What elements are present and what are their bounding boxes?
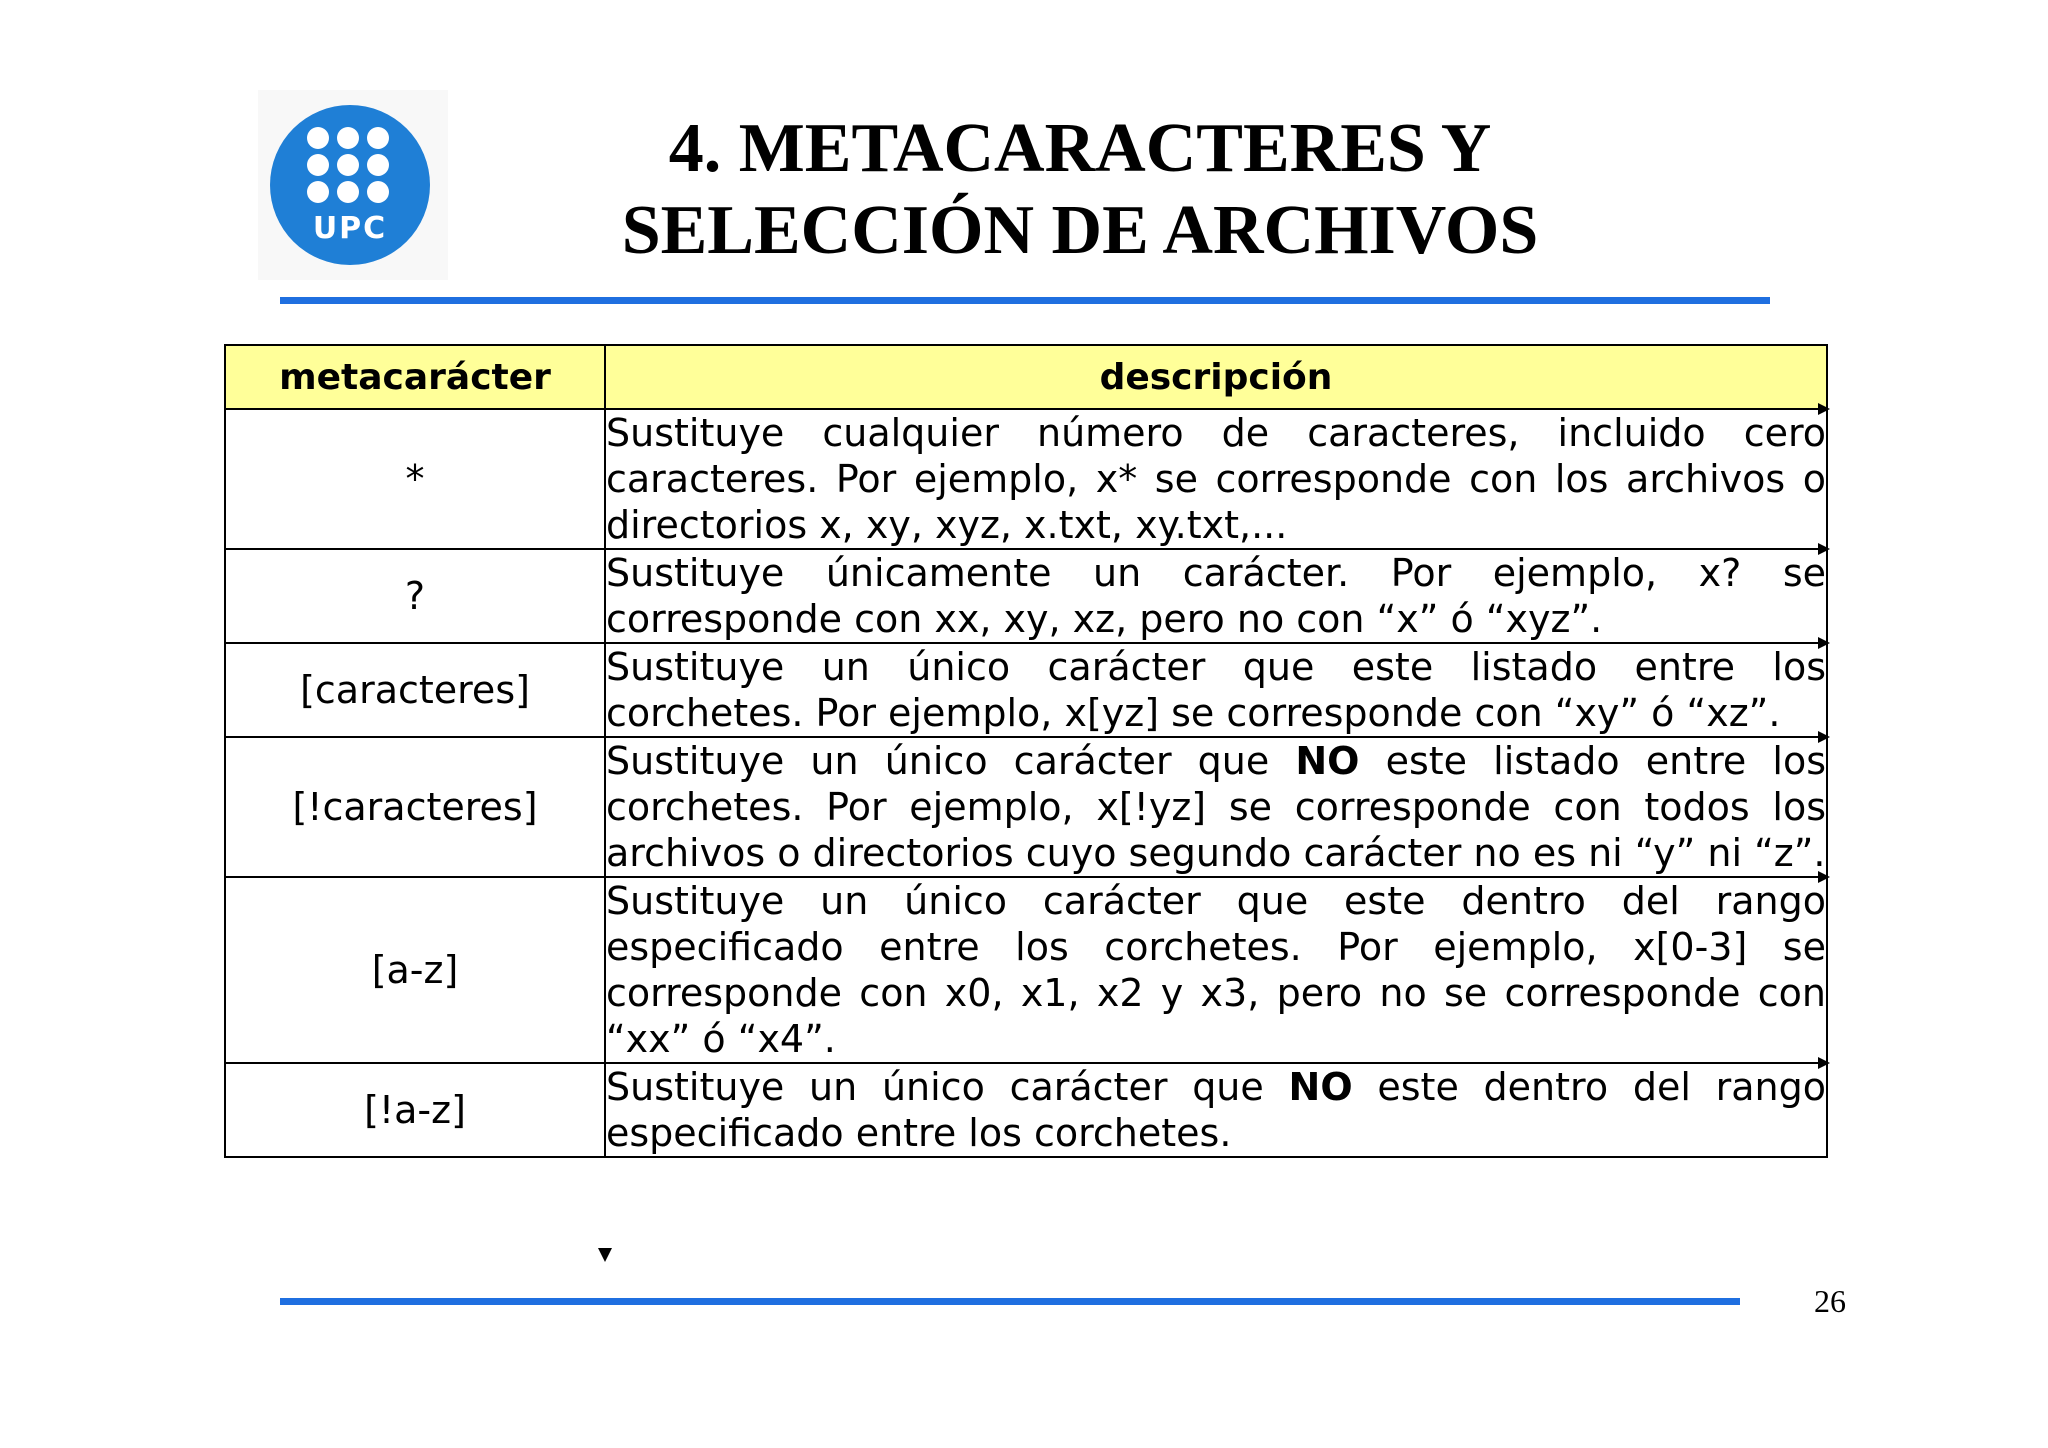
- symbol-cell: [!a-z]: [225, 1063, 605, 1157]
- description-text: Sustituye un único carácter que este listado entre los corchetes. Por ejemplo, x[yz] se corresponde con “xy” ó “xz”.: [606, 645, 1826, 735]
- description-text: Sustituye un único carácter que este dentro del rango especificado entre los corchetes. Por ejemplo, x[0-3] se corresponde con x0, x1, x2 y x3, pero no se corresponde con “xx” ó “x4”.: [606, 879, 1826, 1061]
- description-cell: [605, 409, 1827, 549]
- emphasis-text: NO: [1288, 1065, 1353, 1109]
- table-row: [225, 877, 1827, 1063]
- table-row: [225, 643, 1827, 737]
- title-line-2: SELECCIÓN DE ARCHIVOS: [621, 192, 1539, 269]
- logo-text: UPC: [312, 211, 388, 246]
- symbol-cell: [!caracteres]: [225, 737, 605, 877]
- arrow-right-icon: [1818, 637, 1830, 649]
- emphasis-text: NO: [1295, 739, 1360, 783]
- header-descripcion: descripción: [605, 345, 1827, 409]
- symbol-cell: [a-z]: [225, 877, 605, 1063]
- description-cell: [605, 737, 1827, 877]
- symbol-cell: [caracteres]: [225, 643, 605, 737]
- description-text: Sustituye un único carácter que: [606, 739, 1296, 783]
- table-header-row: [225, 345, 1827, 409]
- logo-dot: [367, 181, 389, 203]
- slide-title: [560, 108, 1600, 272]
- table-row: [225, 1063, 1827, 1157]
- symbol-cell: *: [225, 409, 605, 549]
- logo-dot: [337, 127, 359, 149]
- metacharacter-table: [224, 344, 1828, 1158]
- description-text: este dentro del rango especificado entre los corchetes.: [606, 1065, 1826, 1155]
- table-row: [225, 409, 1827, 549]
- table-row: [225, 549, 1827, 643]
- logo-dot: [367, 154, 389, 176]
- bottom-divider: [280, 1298, 1740, 1305]
- arrow-right-icon: [1818, 403, 1830, 415]
- top-divider: [280, 297, 1770, 304]
- description-cell: [605, 549, 1827, 643]
- logo-dot: [337, 181, 359, 203]
- upc-logo: [270, 105, 430, 265]
- description-cell: [605, 1063, 1827, 1157]
- page-number: 26: [1814, 1283, 1846, 1319]
- description-cell: [605, 643, 1827, 737]
- arrow-down-icon: [598, 1248, 612, 1262]
- logo-dot: [307, 154, 329, 176]
- header-metacaracter: metacarácter: [225, 345, 605, 409]
- description-text: este listado entre los corchetes. Por ejemplo, x[!yz] se corresponde con todos los archivos o directorios cuyo segundo carácter no es ni “y” ni “z”.: [606, 739, 1826, 875]
- arrow-right-icon: [1818, 731, 1830, 743]
- logo-dot: [307, 127, 329, 149]
- title-line-1: 4. METACARACTERES Y: [668, 110, 1492, 187]
- description-cell: [605, 877, 1827, 1063]
- logo-dots: [307, 127, 393, 207]
- logo-dot: [307, 181, 329, 203]
- arrow-right-icon: [1818, 1057, 1830, 1069]
- logo-dot: [367, 127, 389, 149]
- table-row: [225, 737, 1827, 877]
- arrow-right-icon: [1818, 871, 1830, 883]
- description-text: Sustituye cualquier número de caracteres, incluido cero caracteres. Por ejemplo, x* se corresponde con los archivos o directorios x, xy, xyz, x.txt, xy.txt,...: [606, 411, 1826, 547]
- symbol-cell: ?: [225, 549, 605, 643]
- arrow-right-icon: [1818, 543, 1830, 555]
- description-text: Sustituye un único carácter que: [606, 1065, 1289, 1109]
- description-text: Sustituye únicamente un carácter. Por ejemplo, x? se corresponde con xx, xy, xz, pero no con “x” ó “xyz”.: [606, 551, 1826, 641]
- logo-dot: [337, 154, 359, 176]
